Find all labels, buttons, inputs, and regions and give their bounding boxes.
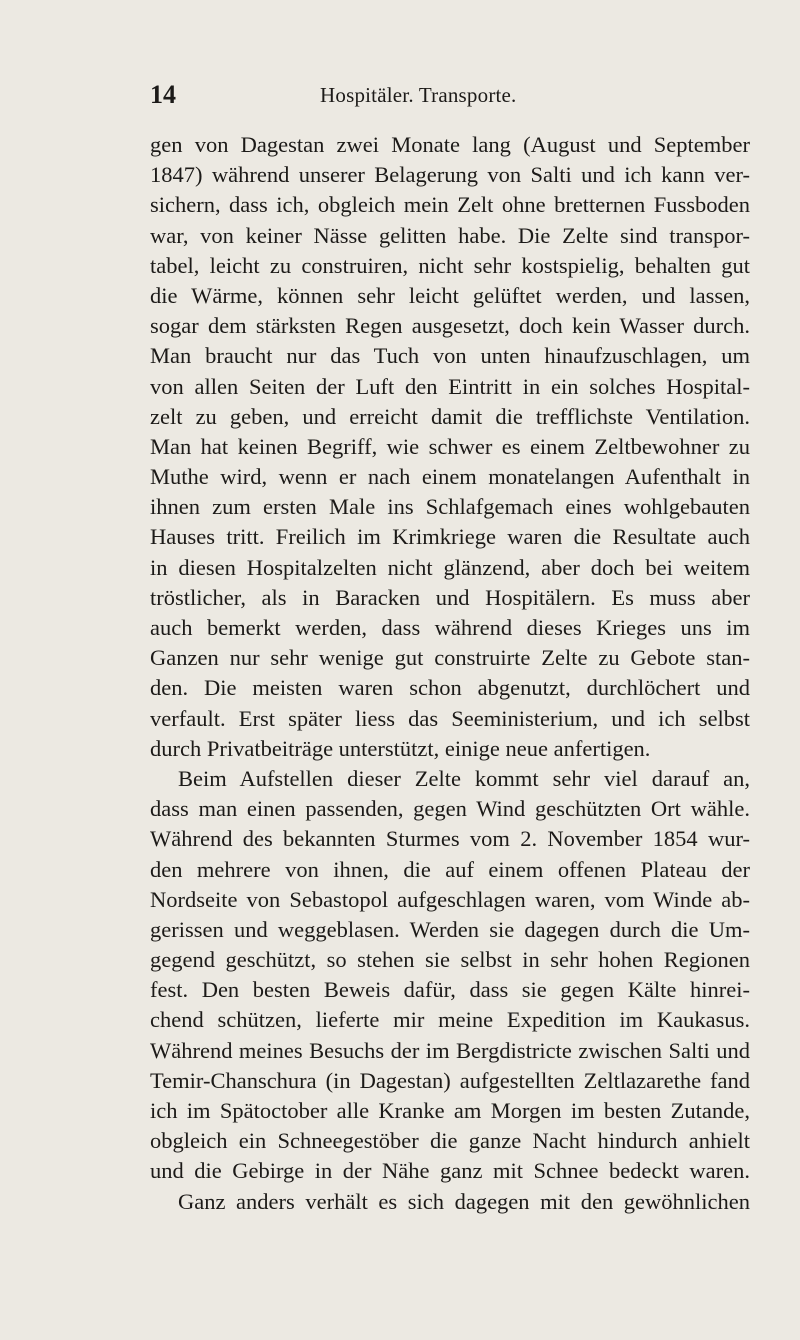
page-header (150, 80, 750, 110)
text-line: Während des bekannten Sturmes vom 2. November 1854 wur- (150, 826, 750, 852)
text-line: durch Privatbeiträge unterstützt, einige neue anfertigen. (150, 735, 651, 761)
text-line: war, von keiner Nässe gelitten habe. Die Zelte sind transpor- (150, 222, 750, 248)
text-line: sichern, dass ich, obgleich mein Zelt ohne bretternen Fussboden (150, 192, 750, 218)
text-line: dass man einen passenden, gegen Wind geschützten Ort wähle. (150, 796, 750, 822)
text-line: Beim Aufstellen dieser Zelte kommt sehr viel darauf an, (178, 765, 750, 791)
text-line: verfault. Erst später liess das Seeministerium, und ich selbst (150, 705, 750, 731)
text-line: sogar dem stärksten Regen ausgesetzt, doch kein Wasser durch. (150, 313, 750, 339)
text-line: tabel, leicht zu construiren, nicht sehr kostspielig, behalten gut (150, 252, 750, 278)
text-line: Ganzen nur sehr wenige gut construirte Zelte zu Gebote stan- (150, 645, 750, 671)
text-line: Während meines Besuchs der im Bergdistricte zwischen Salti und (150, 1037, 750, 1063)
text-line: und die Gebirge in der Nähe ganz mit Schnee bedeckt waren. (150, 1158, 750, 1184)
text-line: Muthe wird, wenn er nach einem monatelangen Aufenthalt in (150, 464, 750, 490)
running-head: Hospitäler. Transporte. (320, 83, 517, 107)
text-line: chend schützen, lieferte mir meine Expedition im Kaukasus. (150, 1007, 750, 1033)
body-text (150, 130, 750, 1217)
text-line: zelt zu geben, und erreicht damit die trefflichste Ventilation. (150, 403, 750, 429)
text-line: fest. Den besten Beweis dafür, dass sie gegen Kälte hinrei- (150, 977, 750, 1003)
text-line: auch bemerkt werden, dass während dieses Krieges uns im (150, 615, 750, 640)
text-line: den. Die meisten waren schon abgenutzt, durchlöchert und (150, 675, 750, 701)
text-line: 1847) während unserer Belagerung von Salti und ich kann ver- (150, 162, 750, 188)
text-line: die Wärme, können sehr leicht gelüftet werden, und lassen, (150, 282, 750, 308)
text-line: gerissen und weggeblasen. Werden sie dagegen durch die Um- (150, 916, 750, 942)
text-line: Temir-Chanschura (in Dagestan) aufgestellten Zeltlazarethe fand (150, 1067, 750, 1093)
text-line: tröstlicher, als in Baracken und Hospitälern. Es muss aber (150, 584, 750, 610)
text-line: gegend geschützt, so stehen sie selbst in sehr hohen Regionen (150, 947, 750, 973)
text-line: gen von Dagestan zwei Monate lang (August und September (150, 132, 750, 157)
page-number: 14 (150, 80, 176, 109)
text-line: ihnen zum ersten Male ins Schlafgemach eines wohlgebauten (150, 494, 750, 520)
text-line: den mehrere von ihnen, die auf einem offenen Plateau der (150, 856, 750, 882)
text-line: Hauses tritt. Freilich im Krimkriege waren die Resultate auch (150, 524, 750, 550)
text-line: Man hat keinen Begriff, wie schwer es einem Zeltbewohner zu (150, 433, 750, 459)
text-line: Man braucht nur das Tuch von unten hinaufzuschlagen, um (150, 343, 750, 369)
text-line: Nordseite von Sebastopol aufgeschlagen waren, vom Winde ab- (150, 886, 750, 912)
text-line: obgleich ein Schneegestöber die ganze Nacht hindurch anhielt (150, 1128, 750, 1154)
text-line: in diesen Hospitalzelten nicht glänzend, aber doch bei weitem (150, 554, 750, 580)
text-line: von allen Seiten der Luft den Eintritt in ein solches Hospital- (150, 373, 750, 399)
text-line: ich im Spätoctober alle Kranke am Morgen im besten Zutande, (150, 1098, 750, 1123)
text-line: Ganz anders verhält es sich dagegen mit den gewöhnlichen (178, 1188, 750, 1214)
